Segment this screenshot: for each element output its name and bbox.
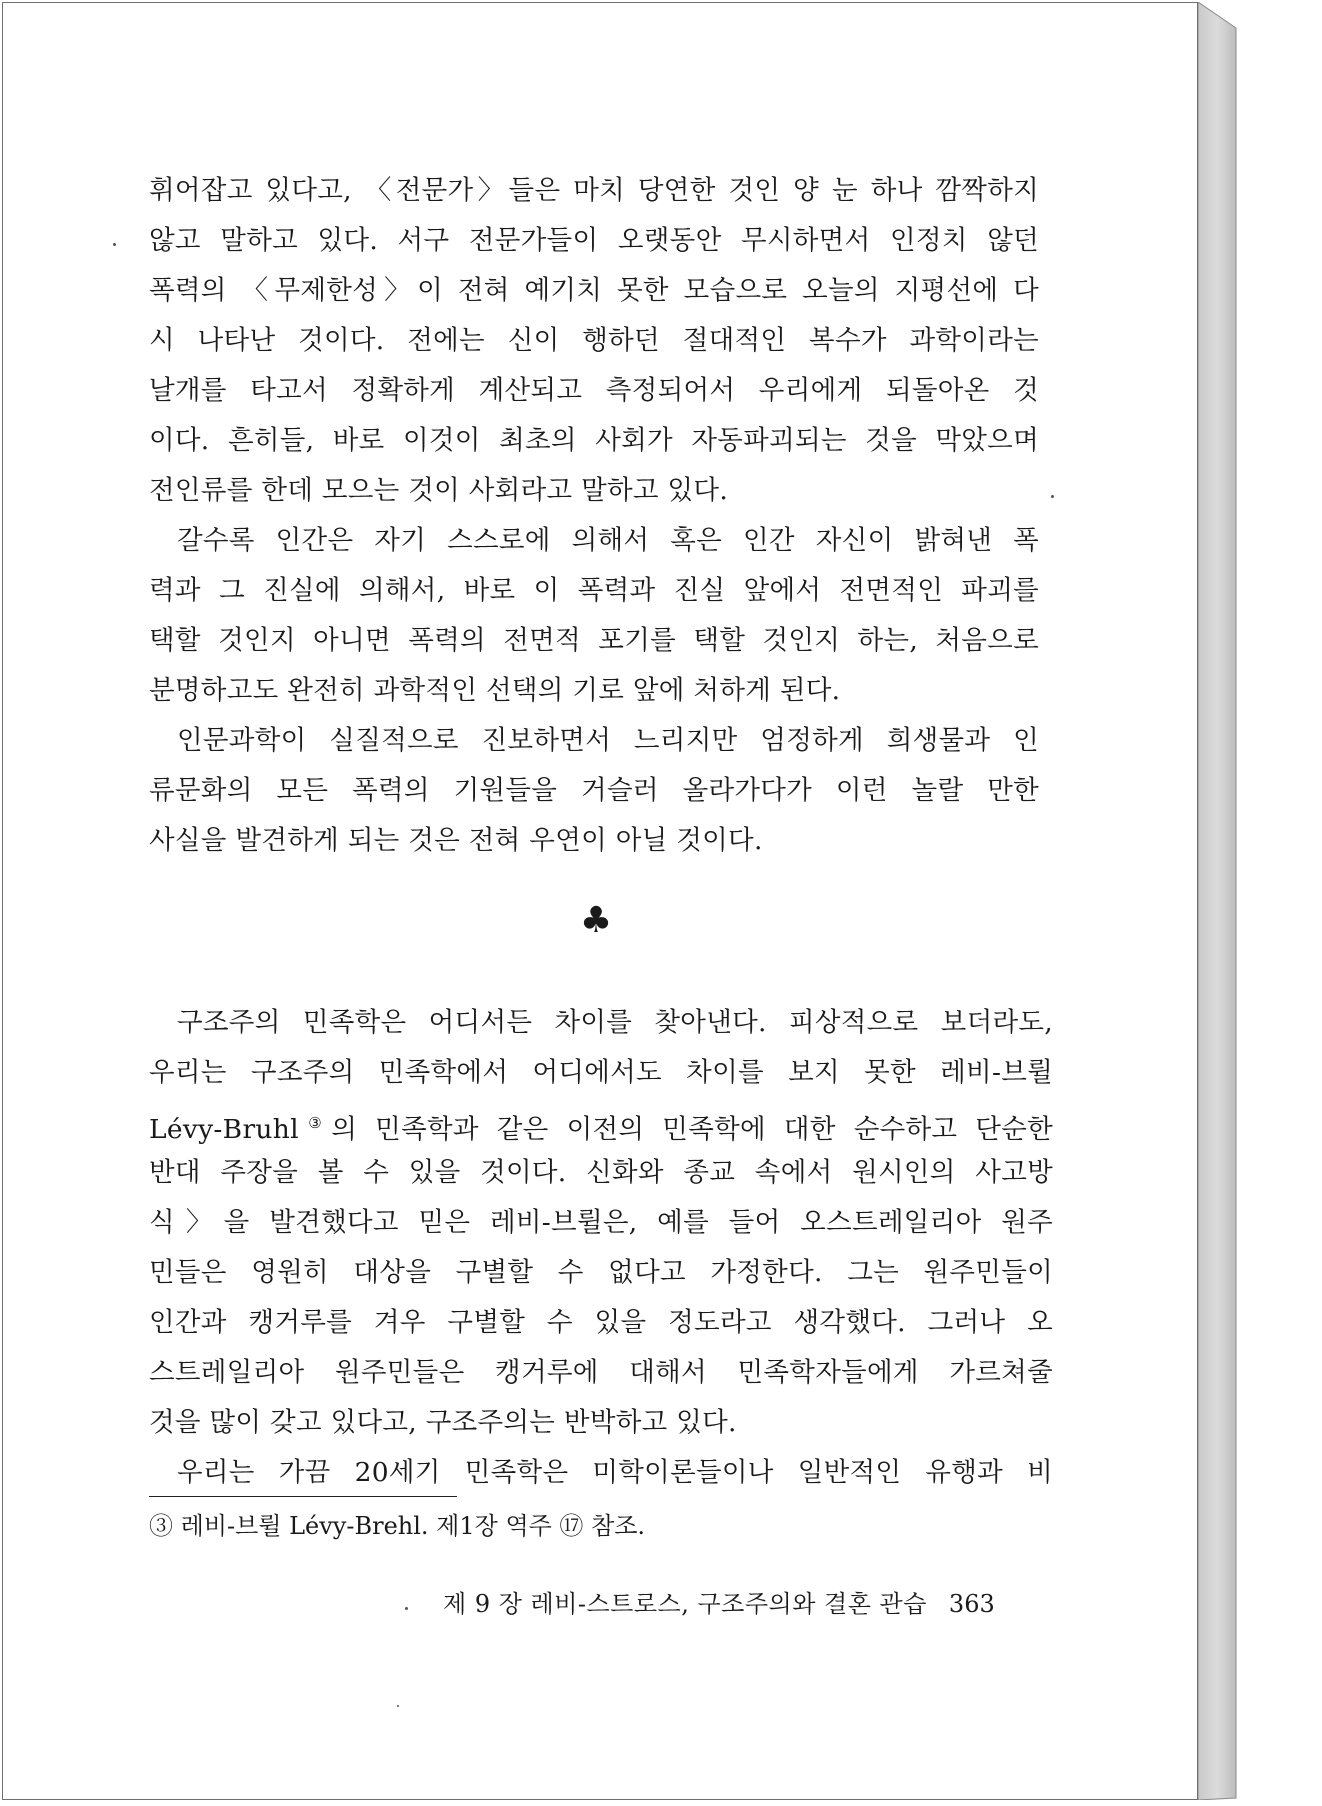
text-line: 분명하고도 완전히 과학적인 선택의 기로 앞에 처하게 된다. <box>149 675 841 706</box>
scan-speck <box>113 243 116 246</box>
text-line: 력과 그 진실에 의해서, 바로 이 폭력과 진실 앞에서 전면적인 파괴를 <box>149 575 1039 606</box>
text-line: 스트레일리아 원주민들은 캥거루에 대해서 민족학자들에게 가르쳐줄 <box>149 1357 1053 1388</box>
scan-speck <box>397 1705 399 1707</box>
text-line: 민들은 영원히 대상을 구별할 수 없다고 가정한다. 그는 원주민들이 <box>149 1257 1053 1288</box>
text-line: 반대 주장을 볼 수 있을 것이다. 신화와 종교 속에서 원시인의 사고방 <box>149 1157 1053 1188</box>
text-line: 이다. 흔히들, 바로 이것이 최초의 사회가 자동파괴되는 것을 막았으며 <box>149 425 1039 456</box>
scan-speck <box>405 1607 408 1610</box>
text-line: 갈수록 인간은 자기 스스로에 의해서 혹은 인간 자신이 밝혀낸 폭 <box>177 525 1039 556</box>
text-line: 않고 말하고 있다. 서구 전문가들이 오랫동안 무시하면서 인정치 않던 <box>149 225 1039 256</box>
text-line <box>149 1098 1053 1148</box>
club-ornament-icon: ♣ <box>579 900 613 941</box>
page-number: 363 <box>948 1590 995 1618</box>
text-line: 구조주의 민족학은 어디서든 차이를 찾아낸다. 피상적으로 보더라도, <box>177 1007 1053 1038</box>
running-footer <box>443 1579 1015 1629</box>
chapter-title: 제 9 장 레비-스트로스, 구조주의와 결혼 관습 <box>443 1590 927 1618</box>
footnote-rule <box>149 1496 457 1497</box>
text-line: 날개를 타고서 정확하게 계산되고 측정되어서 우리에게 되돌아온 것 <box>149 375 1039 406</box>
scan-speck <box>1051 495 1054 498</box>
text-line: 우리는 가끔 20세기 민족학은 미학이론들이나 일반적인 유행과 비 <box>177 1457 1053 1488</box>
text-line: 시 나타난 것이다. 전에는 신이 행하던 절대적인 복수가 과학이라는 <box>149 325 1039 356</box>
text-line: 전인류를 한데 모으는 것이 사회라고 말하고 있다. <box>149 475 729 506</box>
footnote-reference: ③ <box>298 1114 332 1132</box>
text-line: 폭력의 〈무제한성〉이 전혀 예기치 못한 모습으로 오늘의 지평선에 다 <box>149 275 1039 306</box>
text-line: 사실을 발견하게 되는 것은 전혀 우연이 아닐 것이다. <box>149 825 763 856</box>
text-line: 우리는 구조주의 민족학에서 어디에서도 차이를 보지 못한 레비-브륄 <box>149 1057 1053 1088</box>
page-edge-shadow <box>1198 2 1242 1800</box>
text-line: 것을 많이 갖고 있다고, 구조주의는 반박하고 있다. <box>149 1407 737 1438</box>
text-line: 류문화의 모든 폭력의 기원들을 거슬러 올라가다가 이런 놀랄 만한 <box>149 775 1039 806</box>
text-line: 식〉을 발견했다고 믿은 레비-브륄은, 예를 들어 오스트레일리아 원주 <box>149 1207 1053 1238</box>
text-line: 휘어잡고 있다고, 〈전문가〉들은 마치 당연한 것인 양 눈 하나 깜짝하지 <box>149 175 1039 206</box>
text-line-rest: 의 민족학과 같은 이전의 민족학에 대한 순수하고 단순한 <box>331 1113 1054 1145</box>
author-name: Lévy-Bruhl <box>149 1113 299 1145</box>
book-page <box>2 2 1198 1800</box>
text-line: 택할 것인지 아니면 폭력의 전면적 포기를 택할 것인지 하는, 처음으로 <box>149 625 1039 656</box>
text-line: 인간과 캥거루를 겨우 구별할 수 있을 정도라고 생각했다. 그러나 오 <box>149 1307 1053 1338</box>
text-line: 인문과학이 실질적으로 진보하면서 느리지만 엄정하게 희생물과 인 <box>177 725 1039 756</box>
footnote: ③ 레비-브륄 Lévy-Brehl. 제1장 역주 ⑰ 참조. <box>149 1512 646 1540</box>
